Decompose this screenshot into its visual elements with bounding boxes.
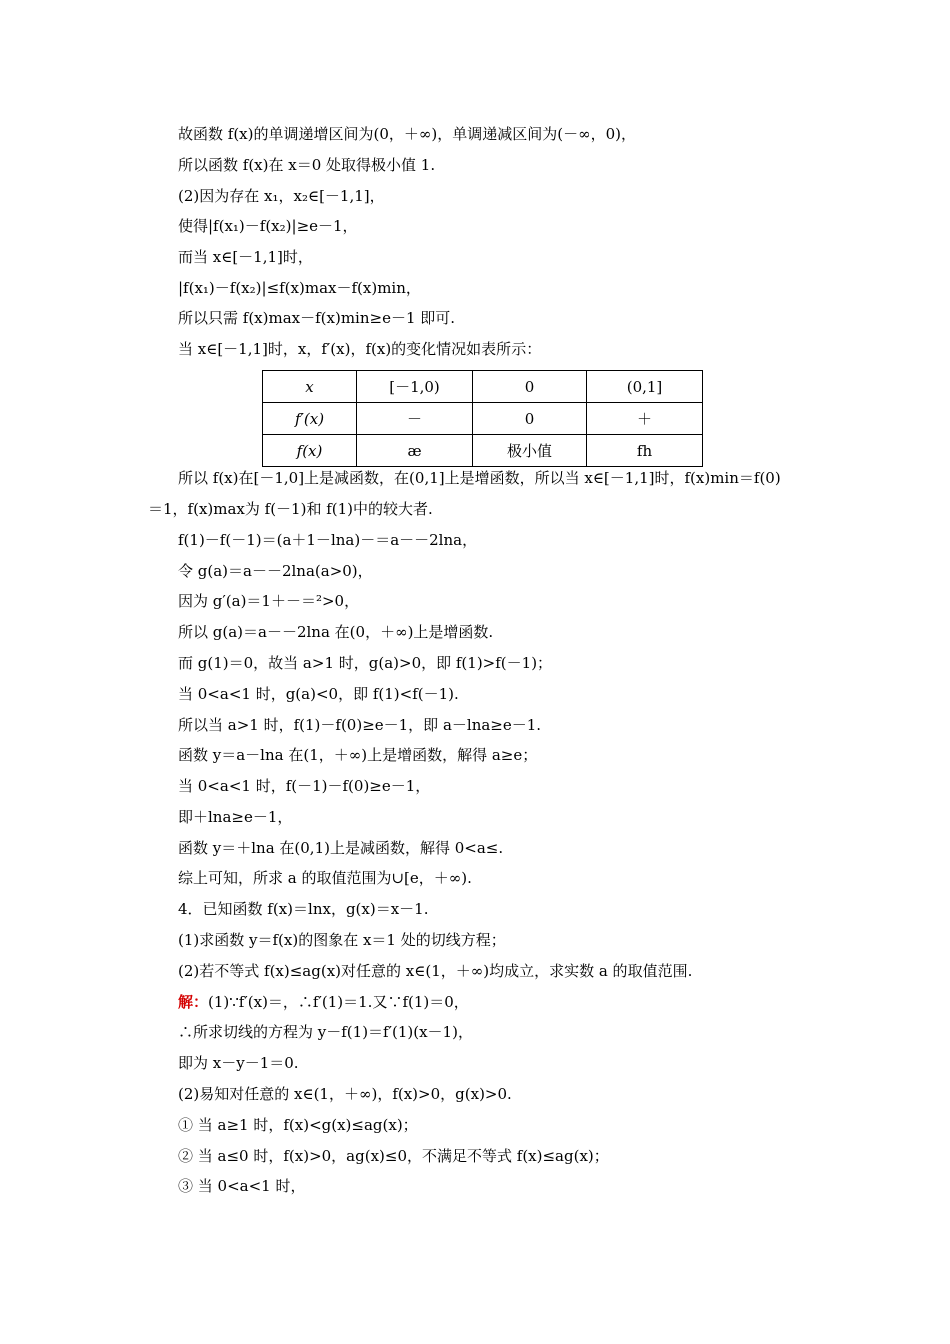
table-cell: x [263, 371, 357, 403]
solution-line-7: ③ 当 0<a<1 时， [178, 1177, 306, 1195]
text-line-19: 当 0<a<1 时，f(－1)－f(0)≥e－1， [178, 777, 431, 795]
table-cell: f(x) [263, 435, 357, 467]
text-line-4: 使得|f(x₁)－f(x₂)|≥e－1， [178, 217, 358, 235]
text-line-22: 综上可知，所求 a 的取值范围为∪[e，＋∞). [178, 869, 472, 887]
table-cell: æ [357, 435, 473, 467]
table-cell: 0 [473, 371, 587, 403]
solution-line-6: ② 当 a≤0 时，f(x)>0，ag(x)≤0，不满足不等式 f(x)≤ag(x)； [178, 1147, 609, 1165]
table-cell: fh [587, 435, 703, 467]
text-line-6: |f(x₁)－f(x₂)|≤f(x)max－f(x)min， [178, 279, 421, 297]
solution-line-5: ① 当 a≥1 时，f(x)<g(x)≤ag(x)； [178, 1116, 418, 1134]
table-row [263, 371, 703, 403]
table-cell: － [357, 403, 473, 435]
table-cell: [－1,0) [357, 371, 473, 403]
text-line-7: 所以只需 f(x)max－f(x)min≥e－1 即可. [178, 309, 456, 327]
text-line-1: 故函数 f(x)的单调递增区间为(0，＋∞)，单调递减区间为(－∞，0)， [178, 125, 636, 143]
table-cell: (0,1] [587, 371, 703, 403]
solution-line-4: (2)易知对任意的 x∈(1，＋∞)，f(x)>0，g(x)>0. [178, 1085, 512, 1103]
solution-line-1 [178, 992, 469, 1012]
table-row [263, 403, 703, 435]
text-line-10: ＝1，f(x)max为 f(－1)和 f(1)中的较大者. [148, 500, 433, 518]
text-line-21: 函数 y＝＋lna 在(0,1)上是减函数，解得 0<a≤. [178, 839, 504, 857]
text-line-13: 因为 g′(a)＝1＋－＝²>0， [178, 592, 360, 610]
solution-line-3: 即为 x－y－1＝0. [178, 1054, 299, 1072]
text-line-12: 令 g(a)＝a－－2lna(a>0)， [178, 562, 373, 580]
text-line-18: 函数 y＝a－lna 在(1，＋∞)上是增函数，解得 a≥e； [178, 746, 538, 764]
table-cell: 0 [473, 403, 587, 435]
text-line-9: 所以 f(x)在[－1,0]上是减函数，在(0,1]上是增函数，所以当 x∈[－1,1]时，f(x)min＝f(0) [178, 469, 781, 487]
text-line-8: 当 x∈[－1,1]时，x，f′(x)，f(x)的变化情况如表所示： [178, 340, 542, 358]
table-cell: 极小值 [473, 435, 587, 467]
problem-4-statement: 4．已知函数 f(x)＝lnx，g(x)＝x－1. [178, 900, 429, 918]
text-line-5: 而当 x∈[－1,1]时， [178, 248, 313, 266]
variation-table [262, 370, 703, 467]
text-line-15: 而 g(1)＝0，故当 a>1 时，g(a)>0，即 f(1)>f(－1)； [178, 654, 553, 672]
text-line-11: f(1)－f(－1)＝(a＋1－lna)－＝a－－2lna， [178, 531, 478, 549]
text-line-3: (2)因为存在 x₁，x₂∈[－1,1]， [178, 187, 385, 205]
solution-line-2: ∴所求切线的方程为 y－f(1)＝f′(1)(x－1)， [178, 1023, 473, 1041]
solution-label: 解： [178, 993, 209, 1011]
solution-text: (1)∵f′(x)＝，∴f′(1)＝1.又∵f(1)＝0， [208, 993, 469, 1011]
text-line-16: 当 0<a<1 时，g(a)<0，即 f(1)<f(－1). [178, 685, 459, 703]
text-line-14: 所以 g(a)＝a－－2lna 在(0，＋∞)上是增函数. [178, 623, 494, 641]
table-cell: f′(x) [263, 403, 357, 435]
text-line-17: 所以当 a>1 时，f(1)－f(0)≥e－1，即 a－lna≥e－1. [178, 716, 542, 734]
table-cell: ＋ [587, 403, 703, 435]
text-line-2: 所以函数 f(x)在 x＝0 处取得极小值 1. [178, 156, 436, 174]
problem-4-part-2: (2)若不等式 f(x)≤ag(x)对任意的 x∈(1，＋∞)均成立，求实数 a 的取值范围. [178, 962, 693, 980]
table-row [263, 435, 703, 467]
problem-4-part-1: (1)求函数 y＝f(x)的图象在 x＝1 处的切线方程； [178, 931, 506, 949]
text-line-20: 即＋lna≥e－1， [178, 808, 293, 826]
